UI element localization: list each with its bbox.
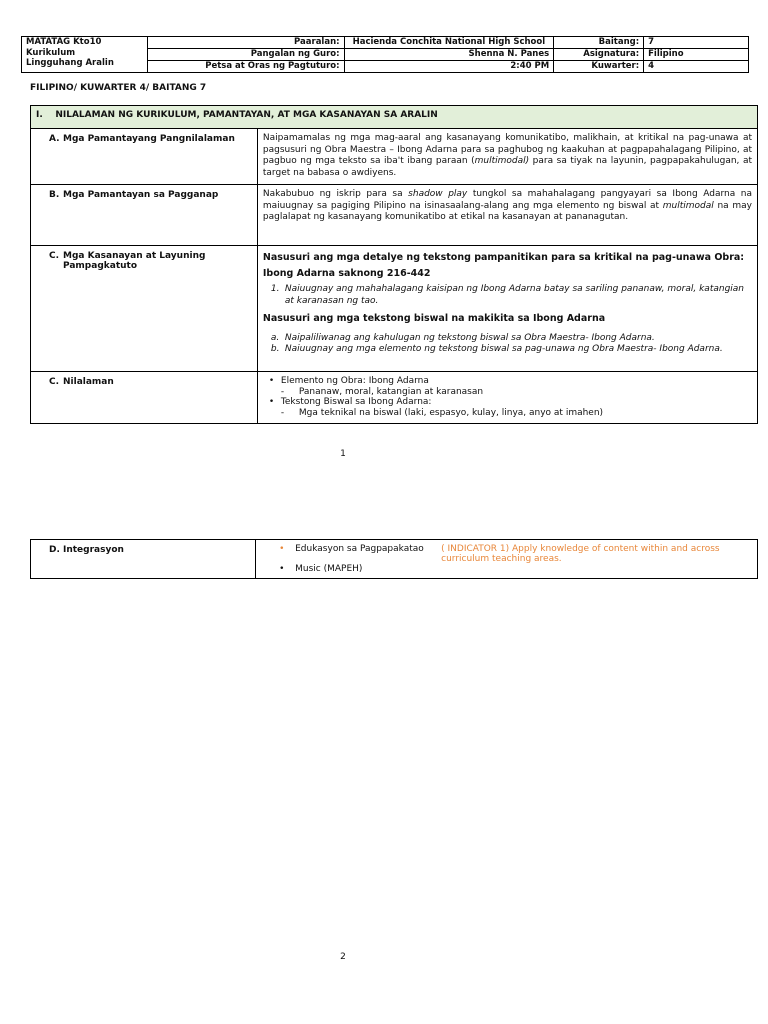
competency-heading-2: Nasusuri ang mga tekstong biswal na makikita sa Ibong Adarna bbox=[262, 313, 606, 324]
subject-label: Asignatura: bbox=[554, 49, 644, 61]
list-item: • Tekstong Biswal sa Ibong Adarna: bbox=[268, 397, 432, 407]
integration-list bbox=[256, 540, 758, 579]
school-label: Paaralan: bbox=[147, 37, 344, 49]
list-item: • Elemento ng Obra: Ibong Adarna bbox=[268, 376, 429, 386]
integration-table bbox=[30, 539, 758, 579]
page-number-1: 1 bbox=[340, 449, 346, 459]
teacher-value: Shenna N. Panes bbox=[344, 49, 554, 61]
quarter-value: 4 bbox=[644, 61, 749, 73]
competency-item-b: b. Naiuugnay ang mga elemento ng tekstong biswal sa pag-unawa ng Obra Maestra- Ibong Adarna. bbox=[270, 344, 723, 354]
grade-value: 7 bbox=[644, 37, 749, 49]
curriculum-title: MATATAG Kto10 Kurikulum Lingguhang Aralin bbox=[22, 37, 148, 73]
list-item: - Mga teknikal na biswal (laki, espasyo, kulay, linya, anyo at imahen) bbox=[280, 407, 604, 418]
school-value: Hacienda Conchita National High School bbox=[344, 37, 554, 49]
indicator-note: ( INDICATOR 1) Apply knowledge of content within and across curriculum teaching areas. bbox=[441, 544, 720, 564]
competency-item-a: a. Naipaliliwanag ang kahulugan ng tekstong biswal sa Obra Maestra- Ibong Adarna. bbox=[270, 332, 655, 343]
list-item: - Pananaw, moral, katangian at karanasan bbox=[280, 386, 484, 397]
competency-heading-1: Nasusuri ang mga detalye ng tekstong pampanitikan para sa kritikal na pag-unawa Obra: Ibong Adarna saknong 216-442 bbox=[262, 252, 745, 279]
row-label-competencies: C. Mga Kasanayan at Layuning Pampagkatuto bbox=[31, 246, 258, 372]
document-subtitle: FILIPINO/ KUWARTER 4/ BAITANG 7 bbox=[30, 83, 207, 93]
grade-label: Baitang: bbox=[554, 37, 644, 49]
page-number-2: 2 bbox=[340, 952, 346, 962]
performance-standards-text: Nakabubuo ng iskrip para sa shadow play tungkol sa mahahalagang pangyayari sa Ibong Adarna na maiuugnay sa pagiging Pilipino na isinasaalang-alang ang mga elemento ng biswal at multimodal na may paglalapat ng kasanayang komunikatibo at etikal na kasanayan at pananagutan. bbox=[257, 185, 757, 246]
row-label-integration: D. Integrasyon bbox=[31, 540, 256, 579]
teacher-label: Pangalan ng Guro: bbox=[147, 49, 344, 61]
header-table bbox=[21, 36, 749, 73]
subject-value: Filipino bbox=[644, 49, 749, 61]
date-time-label: Petsa at Oras ng Pagtuturo: bbox=[147, 61, 344, 73]
row-label-content-standards: A. Mga Pamantayang Pangnilalaman bbox=[31, 129, 258, 185]
curriculum-table bbox=[30, 105, 758, 424]
list-item: • Music (MAPEH) bbox=[279, 564, 363, 574]
section-title: NILALAMAN NG KURIKULUM, PAMANTAYAN, AT MGA KASANAYAN SA ARALIN bbox=[55, 110, 438, 120]
content-list bbox=[257, 372, 757, 424]
date-time-value: 2:40 PM bbox=[344, 61, 554, 73]
competency-item-1: 1. Naiuugnay ang mahahalagang kaisipan ng Ibong Adarna batay sa sariling pananaw, moral, katangian at karanasan ng tao. bbox=[270, 284, 745, 306]
content-standards-text: Naipamamalas ng mga mag-aaral ang kasanayang komunikatibo, malikhain, at kritikal na pag-unawa at pagsusuri ng Obra Maestra – Ibong Adarna para sa paghubog ng kaakuhan at pagpapahalagang Pilipino, at pagbuo ng mga teksto sa iba't ibang paraan (multimodal) para sa tiyak na layunin, pagpapakahulugan, at target na babasa o awdiyens. bbox=[257, 129, 757, 185]
quarter-label: Kuwarter: bbox=[554, 61, 644, 73]
section-number: I. bbox=[36, 110, 43, 120]
competencies-content bbox=[257, 246, 757, 372]
row-label-content: C. Nilalaman bbox=[31, 372, 258, 424]
list-item: • Edukasyon sa Pagpapakatao ( INDICATOR 1) Apply knowledge of content within and across curriculum teaching areas. bbox=[261, 544, 752, 564]
row-label-performance-standards: B. Mga Pamantayan sa Pagganap bbox=[31, 185, 258, 246]
section-header bbox=[31, 106, 758, 129]
